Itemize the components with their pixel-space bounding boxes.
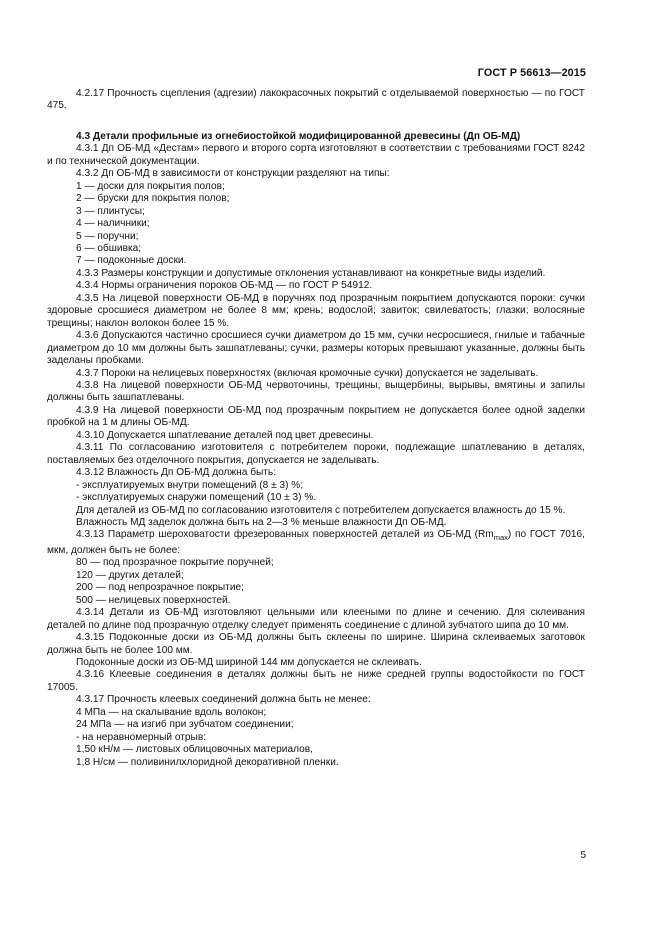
list-item: 6 — обшивка; xyxy=(76,242,142,254)
list-item: 7 — подоконные доски. xyxy=(76,255,187,267)
paragraph-4-3-14: 4.3.14 Детали из ОБ-МД изготовляют цельными или клееными по длине и сечению. Для склеивания деталей по длине под прозрачную отделку следует применять соединение с длиной зубчатого шипа до 10 мм. xyxy=(47,607,585,631)
paragraph-4-3-12: 4.3.12 Влажность Дп ОБ-МД должна быть: xyxy=(76,467,277,479)
paragraph-humidity-note: Для деталей из ОБ-МД по согласованию изготовителя с потребителем допускается влажность до 15 %. xyxy=(76,504,566,516)
list-item: 500 — нелицевых поверхностей. xyxy=(76,594,231,606)
list-item: - эксплуатируемых снаружи помещений (10 ± 3) %. xyxy=(76,492,317,504)
list-item: 3 — плинтусы; xyxy=(76,205,145,217)
list-item: 4 — наличники; xyxy=(76,218,150,230)
page-number: 5 xyxy=(580,850,586,861)
list-item: 2 — бруски для покрытия полов; xyxy=(76,193,230,205)
paragraph-4-3-11: 4.3.11 По согласованию изготовителя с потребителем пороки, подлежащие шпатлеванию в деталях, поставляемых без отделочного покрытия, допускается не заделывать. xyxy=(47,442,585,466)
list-item: 5 — поручни; xyxy=(76,230,139,242)
paragraph-4-3-16: 4.3.16 Клеевые соединения в деталях должны быть не ниже средней группы водостойкости по ГОСТ 17005. xyxy=(47,669,585,693)
subscript-max: max xyxy=(493,533,508,543)
paragraph-4-3-13: 4.3.13 Параметр шероховатости фрезерованных поверхностей деталей из ОБ-МД $(Rm_{max})$ по ГОСТ 7016, мкм, должен быть не более: xyxy=(47,529,585,556)
paragraph-4-3-10: 4.3.10 Допускается шпатлевание деталей под цвет древесины. xyxy=(76,429,374,441)
list-item: - эксплуатируемых внутри помещений (8 ± 3) %; xyxy=(76,479,304,491)
list-item: 1,8 Н/см — поливинилхлоридной декоративной пленки. xyxy=(76,756,339,768)
paragraph-4-3-6: 4.3.6 Допускаются частично сросшиеся сучки диаметром до 15 мм, сучки несросшиеся, гнилые и табачные диаметром до 10 мм должны быть зашпатлеваны; сучки, размеры которых превышают указанные, должны быть заделаны пробками. xyxy=(47,330,585,367)
list-item: 1,50 кН/м — листовых облицовочных материалов, xyxy=(76,744,313,756)
paragraph-4-3-4: 4.3.4 Нормы ограничения пороков ОБ-МД — по ГОСТ Р 54912. xyxy=(76,280,373,292)
paragraph-md-humidity: Влажность МД заделок должна быть на 2—3 % меньше влажности Дп ОБ-МД. xyxy=(76,516,447,528)
paragraph-4-3-3: 4.3.3 Размеры конструкции и допустимые отклонения устанавливают на конкретные виды изделий. xyxy=(76,267,546,279)
list-item: 4 МПа — на скалывание вдоль волокон; xyxy=(76,706,267,718)
paragraph-4-3-5: 4.3.5 На лицевой поверхности ОБ-МД в поручнях под прозрачным покрытием допускаются пороки: сучки здоровые сросшиеся диаметром не более 8 мм; крень; водослой; завиток; свилеватость; глазки; волосяные трещины; наклон волокон более 15 %. xyxy=(47,292,585,329)
document-body xyxy=(47,88,585,769)
paragraph-window-boards: Подоконные доски из ОБ-МД шириной 144 мм допускается не склеивать. xyxy=(76,656,422,668)
paragraph-4-3-7: 4.3.7 Пороки на нелицевых поверхностях (включая кромочные сучки) допускается не заделывать. xyxy=(76,367,539,379)
paragraph-4-3-2: 4.3.2 Дп ОБ-МД в зависимости от конструкции разделяют на типы: xyxy=(76,168,390,180)
paragraph-4-3-1: 4.3.1 Дп ОБ-МД «Дестам» первого и второго сорта изготовляют в соответствии с требованиями ГОСТ 8242 и по технической документации. xyxy=(47,143,585,167)
list-item: 80 — под прозрачное покрытие поручней; xyxy=(76,557,274,569)
document-header: ГОСТ Р 56613—2015 xyxy=(477,67,586,79)
list-item: 1 — доски для покрытия полов; xyxy=(76,180,225,192)
paragraph-4-3-15: 4.3.15 Подоконные доски из ОБ-МД должны быть склеены по ширине. Ширина склеиваемых заготовок должна быть не более 100 мм. xyxy=(47,632,585,656)
paragraph-4-3-17: 4.3.17 Прочность клеевых соединений должна быть не менее: xyxy=(76,694,371,706)
list-item: 120 — других деталей; xyxy=(76,569,184,581)
paragraph-4-2-17: 4.2.17 Прочность сцепления (адгезии) лакокрасочных покрытий с отделываемой поверхностью — по ГОСТ 475. xyxy=(47,88,585,112)
list-item: 200 — под непрозрачное покрытие; xyxy=(76,582,244,594)
list-item: 24 МПа — на изгиб при зубчатом соединении; xyxy=(76,719,294,731)
paragraph-4-3-8: 4.3.8 На лицевой поверхности ОБ-МД червоточины, трещины, выщербины, вырывы, вмятины и запилы должны быть зашпатлеваны. xyxy=(47,379,585,404)
list-item: - на неравномерный отрыв: xyxy=(76,731,207,743)
section-title-4-3: 4.3 Детали профильные из огнебиостойкой модифицированной древесины (Дп ОБ-МД) xyxy=(76,130,521,142)
paragraph-4-3-9: 4.3.9 На лицевой поверхности ОБ-МД под прозрачным покрытием не допускается более одной заделки пробкой на 1 м длины ОБ-МД. xyxy=(47,404,585,429)
